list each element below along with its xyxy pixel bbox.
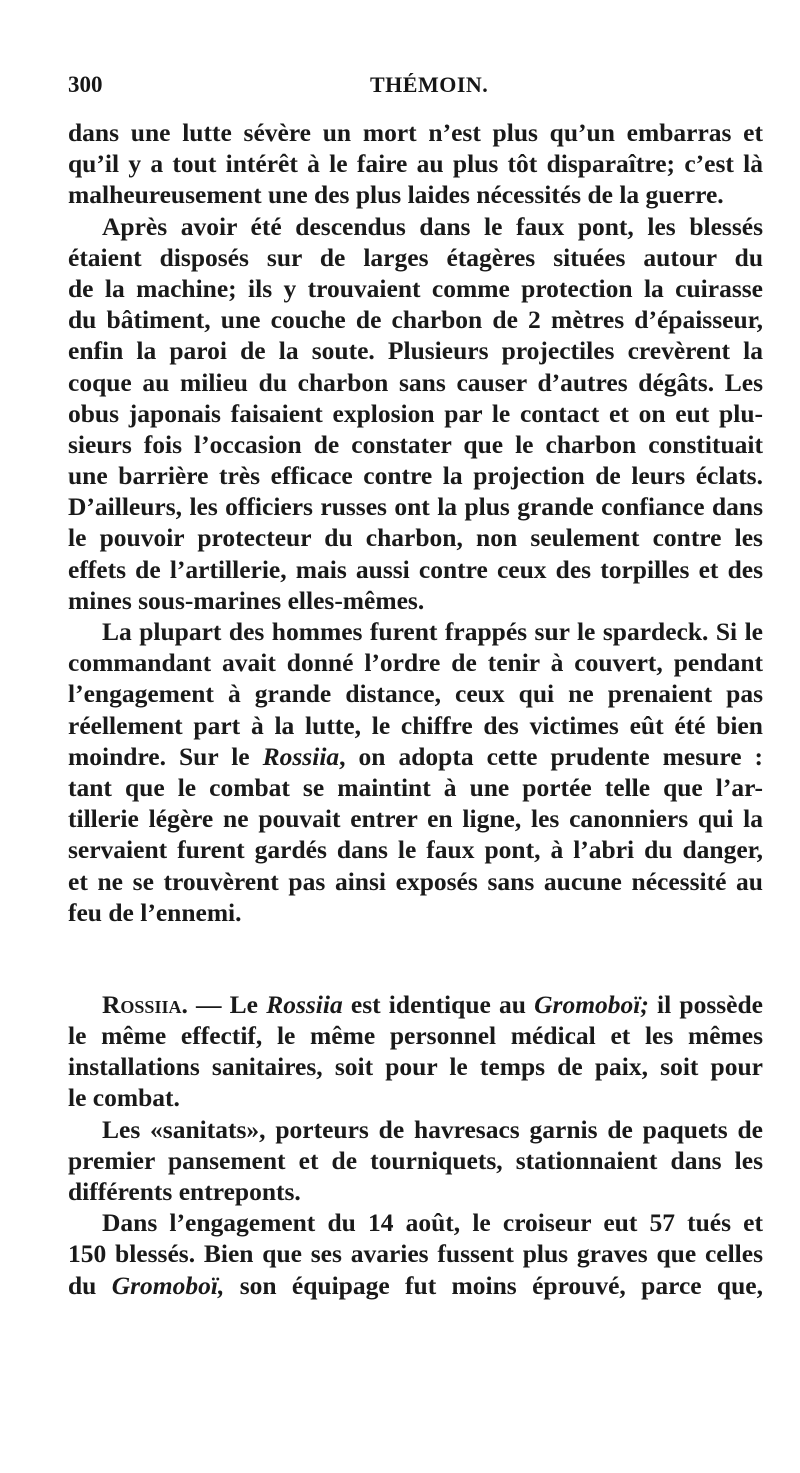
text-line: enfin la paroi de la soute. Plusieurs projectiles crevèrent la xyxy=(68,336,763,366)
text-line: de la machine; ils y trouvaient comme protection la cuirasse xyxy=(68,273,763,303)
text-line: du bâtiment, une couche de charbon de 2 mètres d’épaisseur, xyxy=(68,305,763,335)
ship-name-italic: Rossiia xyxy=(262,741,340,771)
text-line: effets de l’artillerie, mais aussi contre ceux des torpilles et des xyxy=(68,554,763,584)
paragraph xyxy=(68,1114,763,1208)
text-segment: il possède xyxy=(648,989,763,1019)
text-line: Les «sanitats», porteurs de havresacs garnis de paquets de xyxy=(102,1114,763,1144)
text-line: Dans l’engagement du 14 août, le croiseur eut 57 tués et xyxy=(102,1208,763,1238)
text-line: une barrière très efficace contre la projection de leurs éclats. xyxy=(68,461,763,491)
text-line: mines sous-marines elles-mêmes. xyxy=(68,585,425,615)
section-first-line xyxy=(68,989,763,1020)
text-line: sieurs fois l’occasion de constater que le charbon constituait xyxy=(68,429,763,459)
text-line: tillerie légère ne pouvait entrer en ligne, les canonniers qui la xyxy=(68,804,763,834)
running-title: THÉMOIN. xyxy=(370,72,489,97)
text-line: malheureusement une des plus laides nécessités de la guerre. xyxy=(68,180,724,210)
text-line: D’ailleurs, les officiers russes ont la plus grande confiance dans xyxy=(68,492,763,522)
body-text xyxy=(68,117,763,1301)
text-line: le pouvoir protecteur du charbon, non seulement contre les xyxy=(68,523,763,553)
text-line-with-italic xyxy=(68,741,763,772)
text-line: La plupart des hommes furent frappés sur le spardeck. Si le xyxy=(102,617,763,646)
ship-name-italic: Rossiia xyxy=(266,989,343,1019)
text-line: premier pansement et de tourniquets, stationnaient dans les xyxy=(68,1145,763,1175)
page-number: 300 xyxy=(68,72,103,97)
paragraph xyxy=(68,117,763,211)
text-line: qu’il y a tout intérêt à le faire au plus tôt disparaître; c’est là xyxy=(68,149,763,179)
text-line: réellement part à la lutte, le chiffre des victimes eût été bien xyxy=(68,710,763,740)
text-line-with-italic xyxy=(68,1270,763,1301)
section-gap xyxy=(68,928,763,989)
text-line: tant que le combat se maintint à une portée telle que l’ar- xyxy=(68,772,763,802)
text-line: différents entreponts. xyxy=(68,1177,301,1206)
paragraph xyxy=(68,1207,763,1301)
ship-name-italic: Gromoboï; xyxy=(534,989,649,1019)
text-line: dans une lutte sévère un mort n’est plus qu’un embarras et xyxy=(68,118,763,147)
text-line: commandant avait donné l’ordre de tenir à couvert, pendant xyxy=(68,648,763,678)
text-line: l’engagement à grande distance, ceux qui ne prenaient pas xyxy=(68,679,763,709)
text-segment: moindre. Sur le xyxy=(68,741,263,771)
text-line: Après avoir été descendus dans le faux pont, les blessés xyxy=(102,211,763,241)
text-line: obus japonais faisaient explosion par le contact et on eut plu- xyxy=(68,398,763,428)
text-line: et ne se trouvèrent pas ainsi exposés sans aucune nécessité au xyxy=(68,866,763,896)
text-segment: est identique au xyxy=(342,989,535,1019)
section-heading: Rossiia. xyxy=(102,989,188,1019)
text-line: feu de l’ennemi. xyxy=(68,897,242,927)
text-line: 150 blessés. Bien que ses avaries fussent plus graves que celles xyxy=(68,1239,763,1269)
text-line: servaient furent gardés dans le faux pont, à l’abri du danger, xyxy=(68,835,763,865)
text-segment: du xyxy=(68,1270,112,1300)
text-segment: son équipage fut moins éprouvé, parce que, xyxy=(224,1270,763,1300)
text-line: coque au milieu du charbon sans causer d’autres dégâts. Les xyxy=(68,367,763,397)
paragraph xyxy=(68,211,763,616)
text-segment: — Le xyxy=(187,989,267,1019)
paragraph xyxy=(68,616,763,928)
text-line: étaient disposés sur de larges étagères situées autour du xyxy=(68,242,763,272)
text-segment: , on adopta cette prudente mesure : xyxy=(339,741,763,771)
page-header xyxy=(68,72,768,106)
ship-name-italic: Gromoboï, xyxy=(111,1270,225,1300)
text-line: installations sanitaires, soit pour le temps de paix, soit pour xyxy=(68,1052,763,1082)
text-line: le combat. xyxy=(68,1083,180,1113)
paragraph xyxy=(68,989,763,1114)
text-line: le même effectif, le même personnel médical et les mêmes xyxy=(68,1021,763,1051)
